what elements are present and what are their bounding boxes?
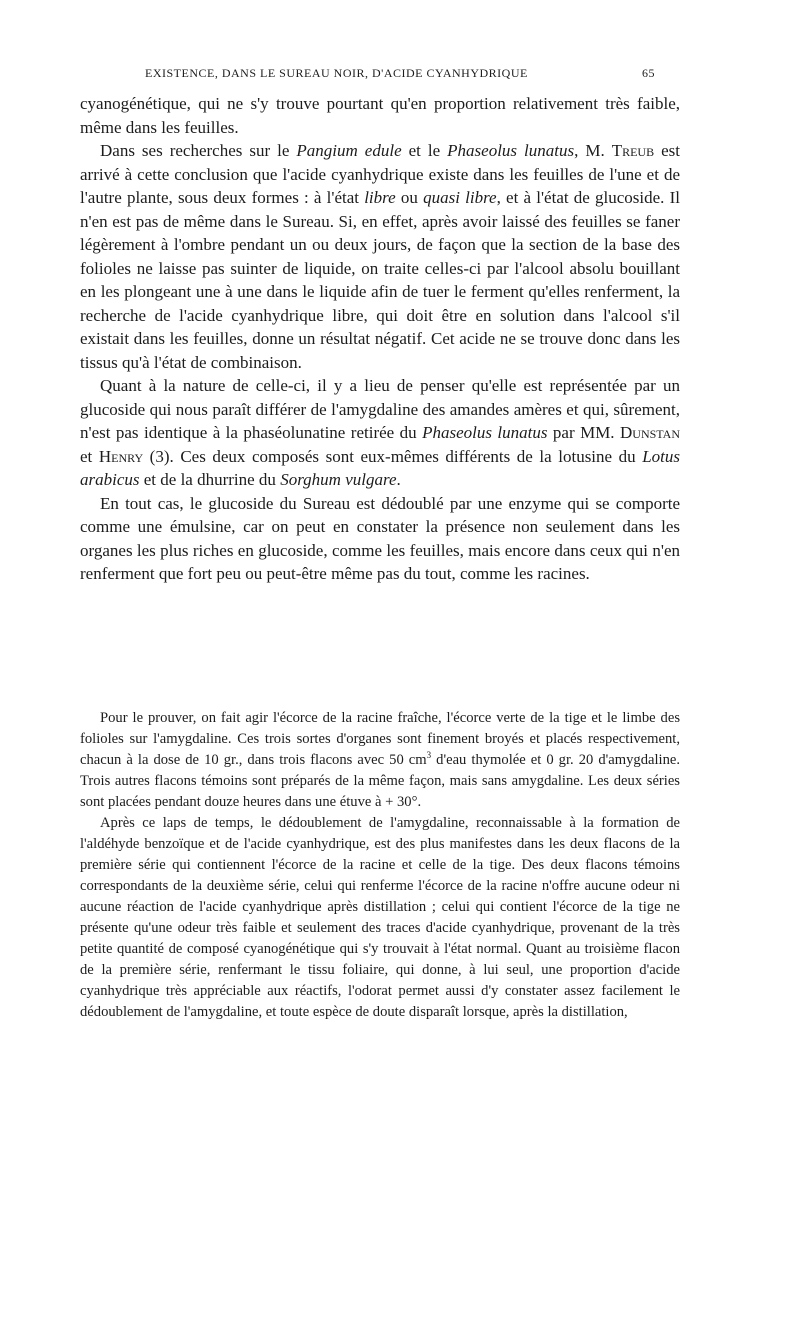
page-number-wrap (145, 66, 655, 81)
main-text (80, 92, 680, 586)
paragraph: cyanogénétique, qui ne s'y trouve pourtant qu'en proportion relativement très faible, même dans les feuilles. (80, 94, 680, 137)
paragraph: Dans ses recherches sur le Pangium edule et le Phaseolus lunatus, M. Treub est arrivé à cette conclusion que l'acide cyanhydrique existe dans les feuilles de l'une et de l'autre plante, sous deux formes : à l'état libre ou quasi libre, et à l'état de glucoside. Il n'en est pas de même dans le Sureau. Si, en effet, après avoir laissé des feuilles se faner légèrement à l'ombre pendant un ou deux jours, de façon que la section de la base des folioles ne laisse pas suinter de liquide, on traite celles-ci par l'alcool absolu bouillant en les plongeant une à une dans le liquide afin de tuer le ferment qu'elles renferment, la recherche de l'acide cyanhydrique libre, qui doit être en solution dans l'alcool s'il existait dans les feuilles, donne un résultat négatif. Cet acide ne se trouve donc dans les tissus qu'à l'état de combinaison. (80, 141, 681, 372)
small-print-section (80, 708, 680, 1023)
paragraph: Après ce laps de temps, le dédoublement de l'amygdaline, reconnaissable à la formation de l'aldéhyde benzoïque et de l'acide cyanhydrique, est des plus manifestes dans les deux flacons de la première série qui contiennent l'écorce de la racine et celle de la tige. Des deux flacons témoins correspondants de la deuxième série, celui qui renferme l'écorce de la racine n'offre aucune odeur ni aucune réaction de l'acide cyanhydrique après distillation ; celui qui contient l'écorce de la tige ne présente qu'une odeur très faible et seulement des traces d'acide cyanhydrique, provenant de la très petite quantité de composé cyanogénétique qui s'y trouvait à l'état normal. Quant au troisième flacon de la première série, renfermant le tissu foliaire, qui donne, à lui seul, une proportion d'acide cyanhydrique très appréciable aux réactifs, l'odorat permet aussi d'y constater assez facilement le dédoublement de l'amygdaline, et toute espèce de doute disparaît lorsque, après la distillation, (80, 815, 680, 1020)
paragraph: Pour le prouver, on fait agir l'écorce de la racine fraîche, l'écorce verte de la tige et le limbe des folioles sur l'amygdaline. Ces trois sortes d'organes sont finement broyés et placés respectivement, chacun à la dose de 10 gr., dans trois flacons avec 50 $cm^3$ d'eau thymolée et 0 gr. 20 d'amygdaline. Trois autres flacons témoins sont préparés de la même façon, mais sans amygdaline. Les deux séries sont placées pendant douze heures dans une étuve à + 30°. (80, 710, 680, 810)
paragraph: Quant à la nature de celle-ci, il y a lieu de penser qu'elle est représentée par un glucoside qui nous paraît différer de l'amygdaline des amandes amères et qui, sûrement, n'est pas identique à la phaséolunatine retirée du Phaseolus lunatus par MM. Dunstan et Henry (3). Ces deux composés sont eux-mêmes différents de la lotusine du Lotus arabicus et de la dhurrine du Sorghum vulgare. (80, 376, 680, 489)
running-title: EXISTENCE, DANS LE SUREAU NOIR, D'ACIDE CYANHYDRIQUE (145, 66, 528, 80)
paragraph: En tout cas, le glucoside du Sureau est dédoublé par une enzyme qui se comporte comme une émulsine, car on peut en constater la présence non seulement dans les organes les plus riches en glucoside, comme les feuilles, mais encore dans ceux qui n'en renferment que fort peu ou peut-être même pas du tout, comme les racines. (80, 493, 680, 583)
page-number: 65 (642, 66, 655, 80)
